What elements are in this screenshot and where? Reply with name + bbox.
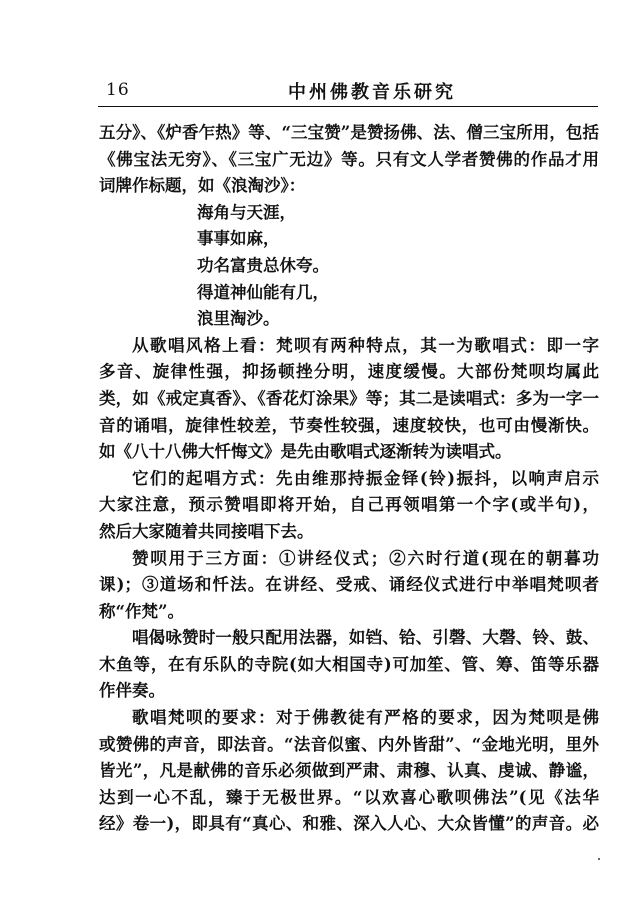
text-line: 作伴奏。 [99, 681, 165, 701]
paragraph-first-line: 它们的起唱方式：先由维那持振金铎(铃)振抖，以响声启示 [132, 468, 599, 488]
paragraph-first-line: 从歌唱风格上看：梵呗有两种特点，其一为歌唱式：即一字 [132, 335, 599, 355]
page-number: 16 [106, 80, 130, 100]
verse-line: 海角与天涯， [197, 202, 296, 222]
text-line: 大家注意，预示赞唱即将开始，自己再领唱第一个字(或半句)， [99, 495, 599, 515]
verse-line: 浪里淘沙。 [197, 309, 280, 329]
text-line: 词牌作标题，如《浪淘沙》： [99, 176, 306, 196]
text-line: 多音、旋律性强，抑扬顿挫分明，速度缓慢。大部份梵呗均属此 [99, 362, 599, 382]
text-line: 达到一心不乱，臻于无极世界。“以欢喜心歌呗佛法”(见《法华 [99, 787, 599, 807]
verse-line: 事事如麻， [197, 229, 280, 249]
text-line: 木鱼等，在有乐队的寺院(如大相国寺)可加笙、管、筹、笛等乐器 [99, 654, 599, 674]
text-line: 课)；③道场和忏法。在讲经、受戒、诵经仪式进行中举唱梵呗者 [99, 575, 599, 595]
text-line: 然后大家随着共同接唱下去。 [99, 521, 314, 541]
paragraph-first-line: 歌唱梵呗的要求：对于佛教徒有严格的要求，因为梵呗是佛 [132, 708, 599, 728]
text-line: 称“作梵”。 [99, 601, 184, 621]
verse-line: 得道神仙能有几， [197, 282, 329, 302]
text-line: 或赞佛的声音，即法音。“法音似蜜、内外皆甜”、“金地光明，里外 [99, 734, 599, 754]
text-line: 音的诵唱，旋律性较差，节奏性较强，速度较快，也可由慢渐快。 [99, 415, 599, 435]
scan-speck [598, 858, 600, 860]
text-line: 类，如《戒定真香》、《香花灯涂果》等；其二是读唱式：多为一字一 [99, 388, 599, 408]
paragraph-first-line: 赞呗用于三方面：①讲经仪式；②六时行道(现在的朝暮功 [132, 548, 599, 568]
body-text [99, 120, 599, 838]
running-title: 中州佛教音乐研究 [288, 82, 456, 103]
text-line: 经》卷一)，即具有“真心、和雅、深入人心、大众皆懂”的声音。必 [99, 814, 599, 834]
text-line: 《佛宝法无穷》、《三宝广无边》等。只有文人学者赞佛的作品才用 [99, 149, 599, 169]
paragraph-first-line: 唱偈咏赞时一般只配用法器，如铛、铪、引磬、大磬、铃、鼓、 [132, 628, 599, 648]
text-line: 五分》、《炉香乍热》等、“三宝赞”是赞扬佛、法、僧三宝所用，包括 [99, 123, 599, 142]
text-line: 皆光”，凡是献佛的音乐必须做到严肃、肃穆、认真、虔诚、静谧， [99, 761, 599, 781]
text-line: 如《八十八佛大忏悔文》是先由歌唱式逐渐转为读唱式。 [99, 442, 512, 462]
verse-line: 功名富贵总休夸。 [197, 255, 329, 275]
page-header [98, 76, 598, 104]
header-rule [98, 106, 598, 107]
